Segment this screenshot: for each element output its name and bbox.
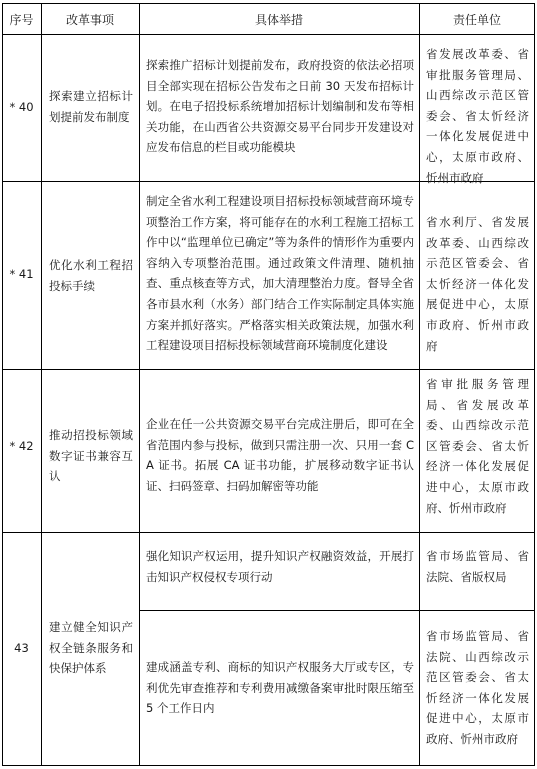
row-divider bbox=[2, 369, 535, 370]
row-index: * 41 bbox=[9, 267, 34, 281]
measure-text: 强化知识产权运用，提升知识产权融资效益，开展打击知识产权侵权专项行动 bbox=[146, 549, 414, 584]
row-index: 43 bbox=[14, 641, 29, 655]
responsible-units: 省审批服务管理局、省发展改革委、山西综改示范区管委会、省太忻经济一体化发展促进中心，太原市政府、忻州市政府 bbox=[426, 377, 529, 515]
responsible-units: 省发展改革委、省审批服务管理局、山西综改示范区管委会、省太忻经济一体化发展促进中心，太原市政府、忻州市政府 bbox=[426, 47, 529, 185]
measure-text: 建成涵盖专利、商标的知识产权服务大厅或专区，专利优先审查推荐和专利费用减缴备案审批时限压缩至 5 个工作日内 bbox=[146, 660, 414, 716]
reform-item: 推动招投标领域数字证书兼容互认 bbox=[49, 428, 133, 484]
reform-item: 优化水利工程招投标手续 bbox=[49, 258, 133, 293]
header-reform-item: 改革事项 bbox=[65, 13, 114, 27]
responsible-units: 省市场监管局、省法院、山西综改示范区管委会、省太忻经济一体化发展促进中心，太原市政府、忻州市政府 bbox=[426, 629, 529, 746]
row-index: * 40 bbox=[9, 100, 34, 114]
measure-text: 企业在任一公共资源交易平台完成注册后，即可在全省范围内参与投标，做到只需注册一次、只用一套 CA 证书。拓展 CA 证书功能，扩展移动数字证书认证、扫码签章、扫码加解密等功能 bbox=[146, 417, 414, 493]
subrow-divider bbox=[139, 610, 535, 611]
measure-text: 制定全省水利工程建设项目招标投标领域营商环境专项整治工作方案，将可能存在的水利工程施工招标工作中以“监理单位已确定”等为条件的情形作为重要内容纳入专项整治范围。通过政策文件清理、随机抽查、重点核查等方式，加大清理整治力度。督导全省各市县水利（水务）部门结合工作实际制定具体实施方案并抓好落实。严格落实相关政策法规，加强水利工程建设项目招标投标领域营商环境制度化建设 bbox=[146, 194, 414, 353]
responsible-units: 省水利厅、省发展改革委、山西综改示范区管委会、省太忻经济一体化发展促进中心，太原市政府、忻州市政府 bbox=[426, 215, 529, 353]
header-responsible-unit: 责任单位 bbox=[452, 13, 501, 27]
header-index: 序号 bbox=[9, 13, 34, 27]
row-divider bbox=[2, 532, 535, 533]
reform-item: 探索建立招标计划提前发布制度 bbox=[49, 89, 133, 124]
header-divider bbox=[2, 34, 535, 35]
row-index: * 42 bbox=[9, 439, 34, 453]
header-measures: 具体举措 bbox=[254, 13, 303, 27]
column-divider bbox=[419, 3, 420, 766]
column-divider bbox=[139, 3, 140, 766]
measure-text: 探索推广招标计划提前发布，政府投资的依法必招项目全部实现在招标公告发布之日前 30 天发布招标计划。在电子招投标系统增加招标计划编制和发布等相关功能，在山西省公共资源交易平台同步开发建设对应发布信息的栏目或功能模块 bbox=[146, 58, 414, 155]
column-divider bbox=[41, 3, 42, 766]
reform-item: 建立健全知识产权全链条服务和快保护体系 bbox=[49, 620, 133, 676]
responsible-units: 省市场监管局、省法院、省版权局 bbox=[426, 549, 529, 584]
